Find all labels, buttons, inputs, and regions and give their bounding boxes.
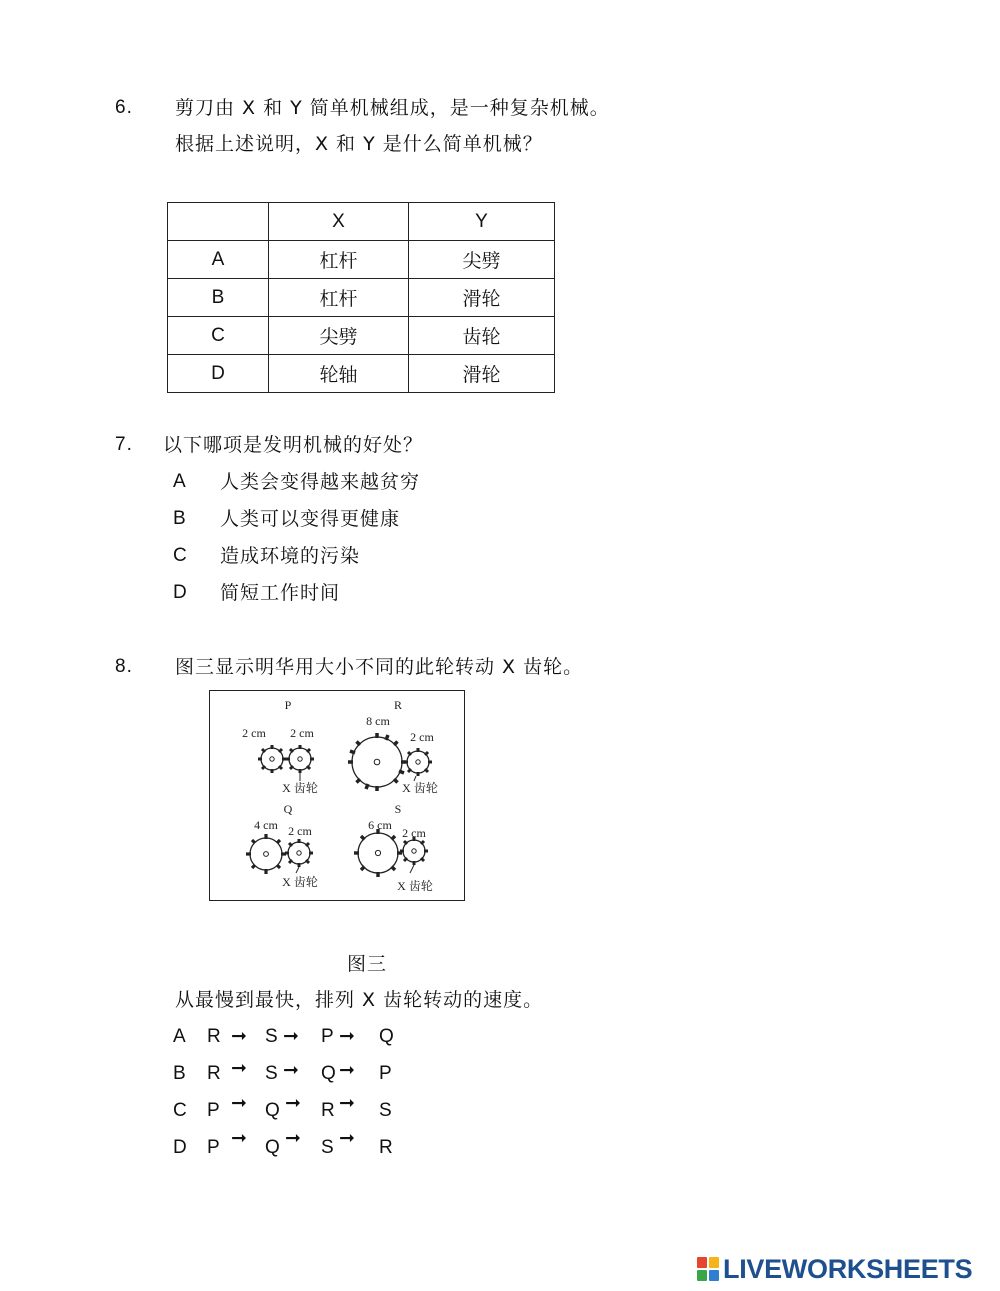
table-cell: 尖劈 xyxy=(269,317,409,355)
q7-question: 以下哪项是发明机械的好处？ xyxy=(163,434,424,456)
table-cell: 杠杆 xyxy=(269,279,409,317)
q7-option-letter: D xyxy=(173,582,188,603)
gear-icon xyxy=(404,748,432,776)
arrow-right-icon: ➞ xyxy=(231,1093,247,1114)
seq-item: S xyxy=(265,1063,278,1084)
gear-icon xyxy=(400,837,428,865)
q7-option-letter: B xyxy=(173,508,187,529)
seq-item: P xyxy=(207,1137,220,1158)
logo-block xyxy=(697,1257,707,1268)
seq-item: P xyxy=(379,1063,392,1084)
logo-blocks-icon xyxy=(697,1257,719,1281)
table-row xyxy=(168,317,555,355)
logo-text: LIVEWORKSHEETS xyxy=(723,1254,973,1284)
figure-caption: 图三 xyxy=(347,953,388,975)
seq-item: Q xyxy=(265,1137,280,1158)
table-row xyxy=(168,355,555,393)
arrow-right-icon: ➞ xyxy=(283,1060,299,1081)
arrow-right-icon: ➞ xyxy=(283,1026,299,1047)
q7-option-letter: A xyxy=(173,471,187,492)
panel-s-big-size: 6 cm xyxy=(368,818,392,832)
arrow-right-icon: ➞ xyxy=(231,1058,247,1079)
seq-item: R xyxy=(321,1100,335,1121)
arrow-right-icon: ➞ xyxy=(231,1128,247,1149)
table-row xyxy=(168,279,555,317)
gear-icon xyxy=(348,733,406,791)
seq-item: Q xyxy=(379,1026,394,1047)
q8-number: 8. xyxy=(115,656,133,677)
panel-r-small-size: 2 cm xyxy=(410,730,434,744)
arrow-right-icon: ➞ xyxy=(339,1093,355,1114)
table-cell-letter: D xyxy=(168,355,269,393)
table-cell xyxy=(168,203,269,241)
seq-item: R xyxy=(379,1137,393,1158)
q6-number: 6. xyxy=(115,97,133,118)
table-cell: 滑轮 xyxy=(409,355,555,393)
panel-p-caption: X 齿轮 xyxy=(282,781,318,795)
gear-icon xyxy=(285,839,313,867)
answer-letter: D xyxy=(173,1137,187,1158)
table-cell-letter: B xyxy=(168,279,269,317)
seq-item: S xyxy=(379,1100,392,1121)
seq-item: P xyxy=(321,1026,334,1047)
table-header-y: Y xyxy=(409,203,555,241)
seq-item: S xyxy=(321,1137,334,1158)
panel-p-label: P xyxy=(284,698,292,712)
panel-s-label: S xyxy=(394,802,402,816)
q7-option-text: 人类可以变得更健康 xyxy=(220,508,401,530)
seq-item: R xyxy=(207,1063,221,1084)
panel-r-caption: X 齿轮 xyxy=(402,781,438,795)
q7-option-text: 造成环境的污染 xyxy=(220,545,361,567)
table-cell: 滑轮 xyxy=(409,279,555,317)
seq-item: R xyxy=(207,1026,221,1047)
table-cell: 齿轮 xyxy=(409,317,555,355)
gear-icon xyxy=(286,745,314,773)
q6-options-table xyxy=(167,202,555,393)
panel-q-gears xyxy=(246,834,313,874)
arrow-right-icon: ➞ xyxy=(339,1128,355,1149)
q6-line1: 剪刀由 X 和 Y 简单机械组成，是一种复杂机械。 xyxy=(175,97,610,119)
q8-question: 图三显示明华用大小不同的此轮转动 X 齿轮。 xyxy=(175,656,584,678)
panel-q-label: Q xyxy=(283,802,293,816)
q6-line2: 根据上述说明，X 和 Y 是什么简单机械？ xyxy=(175,133,543,155)
panel-q-caption: X 齿轮 xyxy=(282,875,318,889)
logo-block xyxy=(697,1270,707,1281)
gear-icon xyxy=(354,829,402,877)
panel-p-small-size: 2 cm xyxy=(290,726,314,740)
panel-q-small-size: 2 cm xyxy=(288,824,312,838)
seq-item: Q xyxy=(321,1063,336,1084)
panel-s-small-size: 2 cm xyxy=(402,826,426,840)
table-cell: 轮轴 xyxy=(269,355,409,393)
arrow-right-icon: ➞ xyxy=(339,1026,355,1047)
q7-option-text: 简短工作时间 xyxy=(220,582,341,604)
arrow-right-icon: ➞ xyxy=(231,1026,247,1047)
panel-s-caption: X 齿轮 xyxy=(397,879,433,893)
arrow-right-icon: ➞ xyxy=(339,1060,355,1081)
table-header-row xyxy=(168,203,555,241)
table-cell: 杠杆 xyxy=(269,241,409,279)
q7-number: 7. xyxy=(115,434,133,455)
q7-option-letter: C xyxy=(173,545,188,566)
seq-item: Q xyxy=(265,1100,280,1121)
panel-q-big-size: 4 cm xyxy=(254,818,278,832)
table-header-x: X xyxy=(269,203,409,241)
gear-icon xyxy=(258,745,286,773)
answer-letter: C xyxy=(173,1100,187,1121)
gear-icon xyxy=(246,834,286,874)
gears-diagram xyxy=(210,691,466,902)
seq-item: S xyxy=(265,1026,278,1047)
panel-p-big-size: 2 cm xyxy=(242,726,266,740)
table-cell: 尖劈 xyxy=(409,241,555,279)
q7-option-text: 人类会变得越来越贫穷 xyxy=(220,471,421,493)
seq-item: P xyxy=(207,1100,220,1121)
panel-p-gears xyxy=(258,745,314,781)
table-row xyxy=(168,241,555,279)
panel-r-big-size: 8 cm xyxy=(366,714,390,728)
arrow-right-icon: ➞ xyxy=(285,1128,301,1149)
panel-r-label: R xyxy=(393,698,403,712)
answer-letter: A xyxy=(173,1026,186,1047)
arrow-right-icon: ➞ xyxy=(285,1093,301,1114)
logo-block xyxy=(709,1270,719,1281)
table-cell-letter: A xyxy=(168,241,269,279)
logo-block xyxy=(709,1257,719,1268)
table-cell-letter: C xyxy=(168,317,269,355)
gears-figure xyxy=(209,690,465,901)
q8-instruction: 从最慢到最快，排列 X 齿轮转动的速度。 xyxy=(175,989,544,1011)
answer-letter: B xyxy=(173,1063,186,1084)
